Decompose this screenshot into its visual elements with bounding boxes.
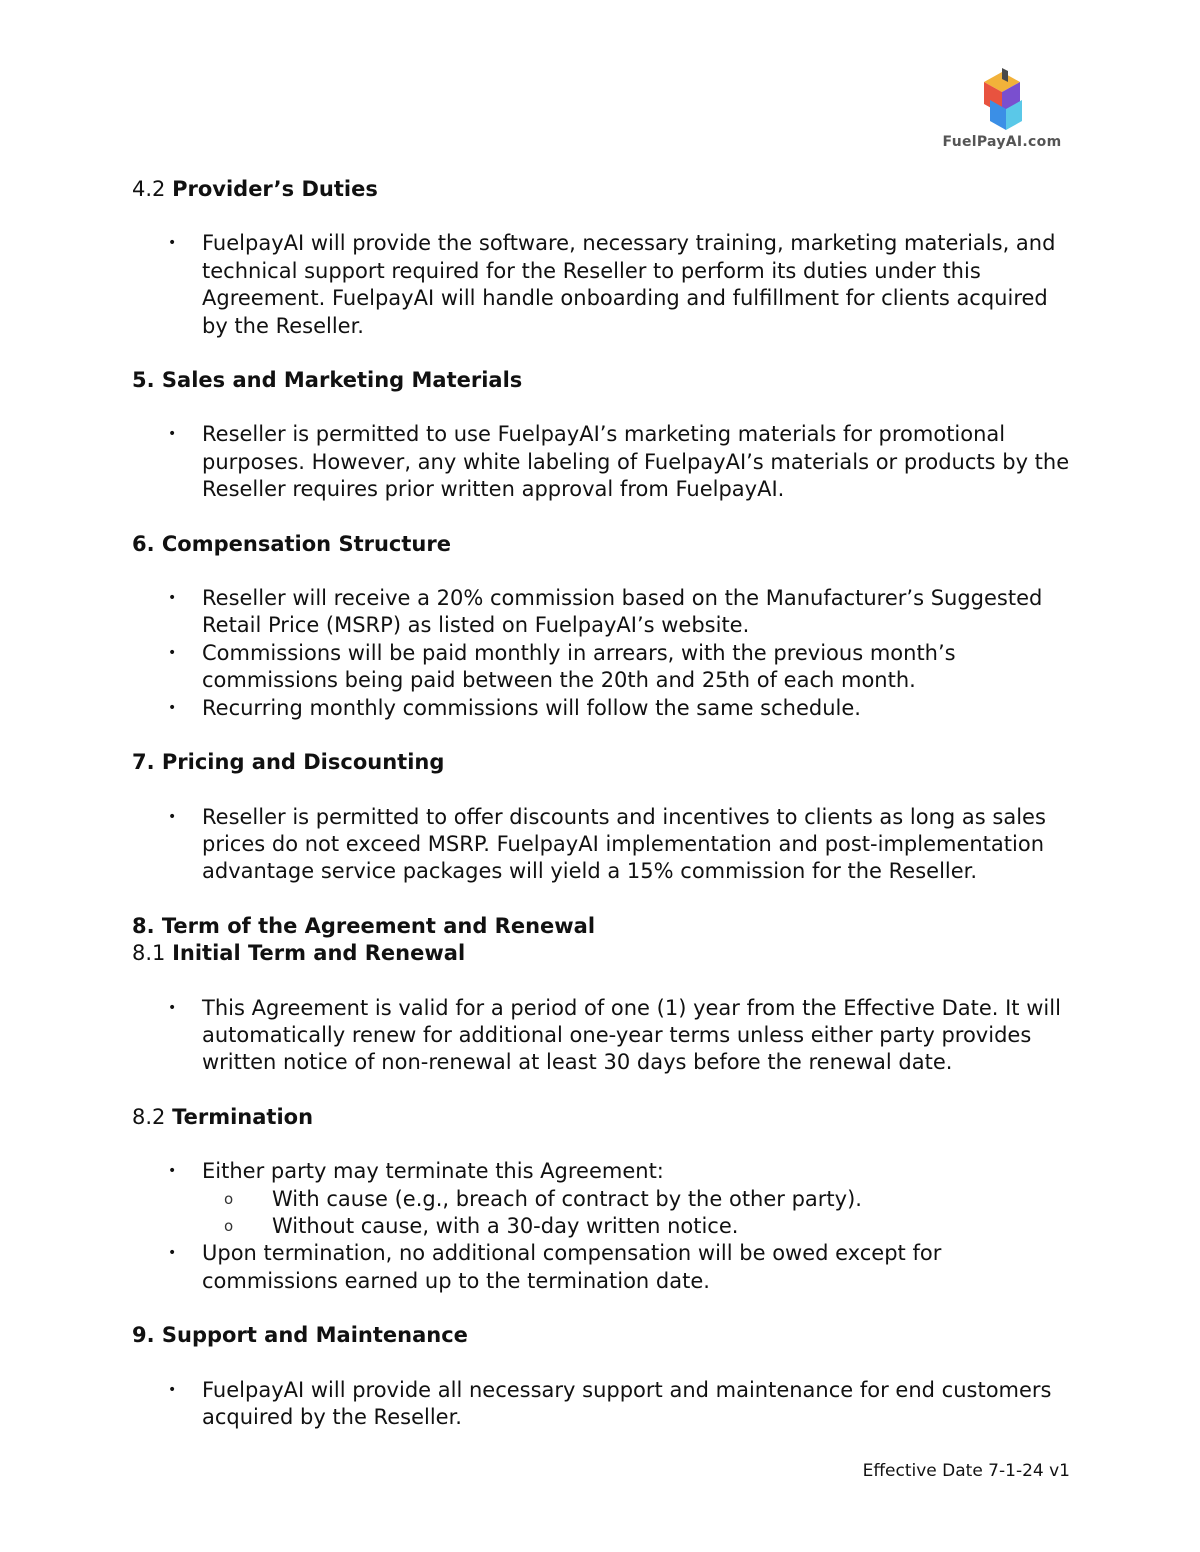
subsection-heading bbox=[132, 1104, 1077, 1131]
bullet-icon: • bbox=[168, 1381, 177, 1398]
section-heading: 5. Sales and Marketing Materials bbox=[132, 368, 523, 393]
bullet-icon: • bbox=[168, 644, 177, 661]
bullet-icon: • bbox=[168, 590, 177, 607]
list-item: • FuelpayAI will provide the software, necessary training, marketing materials, and technical support required for the Reseller to perform its duties under this Agreement. FuelpayAI will handle onboarding and fulfillment for clients acquired by the Reseller. bbox=[168, 231, 1056, 338]
bullet-list bbox=[132, 1158, 1077, 1185]
nested-list bbox=[132, 1186, 1077, 1241]
list-item: • Recurring monthly commissions will follow the same schedule. bbox=[132, 695, 1077, 722]
section-title: Initial Term and Renewal bbox=[172, 941, 466, 966]
circle-bullet-icon: o bbox=[224, 1189, 234, 1208]
bullet-icon: • bbox=[168, 1163, 177, 1180]
section-title: Termination bbox=[172, 1104, 314, 1129]
nested-list-item: o Without cause, with a 30-day written notice. bbox=[132, 1213, 1077, 1240]
list-item: • This Agreement is valid for a period of one (1) year from the Effective Date. It will automatically renew for additional one-year terms unless either party provides written notice of non-renewal at least 30 days before the renewal date. bbox=[168, 995, 1061, 1075]
section-heading bbox=[132, 176, 1077, 203]
section-title: Provider’s Duties bbox=[172, 177, 378, 201]
bullet-icon: • bbox=[168, 699, 177, 716]
list-item: • Reseller is permitted to use FuelpayAI’s marketing materials for promotional purposes. However, any white labeling of FuelpayAI’s materials or products by the Reseller requires prior written approval from FuelpayAI. bbox=[168, 422, 1070, 502]
section-heading: 9. Support and Maintenance bbox=[132, 1323, 468, 1348]
circle-bullet-icon: o bbox=[224, 1216, 234, 1235]
section-number: 8.2 bbox=[132, 1104, 166, 1129]
list-item: • Either party may terminate this Agreement: bbox=[132, 1158, 1077, 1185]
footer-effective-date: Effective Date 7-1-24 v1 bbox=[862, 1461, 1070, 1481]
bullet-icon: • bbox=[168, 1245, 177, 1262]
bullet-icon: • bbox=[168, 808, 177, 825]
section-heading: 8. Term of the Agreement and Renewal bbox=[132, 913, 596, 938]
bullet-icon: • bbox=[168, 999, 177, 1016]
section-number: 8.1 bbox=[132, 941, 166, 966]
logo-text: FuelPayAI.com bbox=[942, 134, 1062, 150]
bullet-list bbox=[132, 421, 1077, 503]
bullet-list bbox=[132, 804, 1077, 886]
bullet-icon: • bbox=[168, 235, 177, 252]
cube-logo-icon bbox=[976, 68, 1028, 132]
list-item: • FuelpayAI will provide all necessary support and maintenance for end customers acquired by the Reseller. bbox=[168, 1377, 1052, 1429]
subsection-heading bbox=[132, 940, 1077, 967]
section-heading: 7. Pricing and Discounting bbox=[132, 750, 445, 775]
section-number: 4.2 bbox=[132, 177, 166, 201]
list-item: • Reseller will receive a 20% commission based on the Manufacturer’s Suggested Retail Price (MSRP) as listed on FuelpayAI’s website. bbox=[168, 586, 1043, 638]
list-item: • Commissions will be paid monthly in arrears, with the previous month’s commissions being paid between the 20th and 25th of each month. bbox=[168, 640, 956, 693]
bullet-list bbox=[132, 585, 1077, 722]
bullet-list bbox=[132, 1240, 1077, 1295]
brand-logo bbox=[936, 68, 1068, 158]
list-item: • Upon termination, no additional compensation will be owed except for commissions earned up to the termination date. bbox=[168, 1241, 942, 1293]
list-item: • Reseller is permitted to offer discounts and incentives to clients as long as sales prices do not exceed MSRP. FuelpayAI implementation and post-implementation advantage service packages will yield a 15% commission for the Reseller. bbox=[168, 804, 1046, 884]
bullet-list bbox=[132, 1377, 1077, 1432]
bullet-list bbox=[132, 230, 1077, 340]
document-body bbox=[132, 176, 1077, 1431]
bullet-list bbox=[132, 995, 1077, 1077]
section-heading: 6. Compensation Structure bbox=[132, 531, 451, 556]
bullet-icon: • bbox=[168, 426, 177, 443]
nested-list-item: o With cause (e.g., breach of contract by the other party). bbox=[132, 1186, 1077, 1213]
